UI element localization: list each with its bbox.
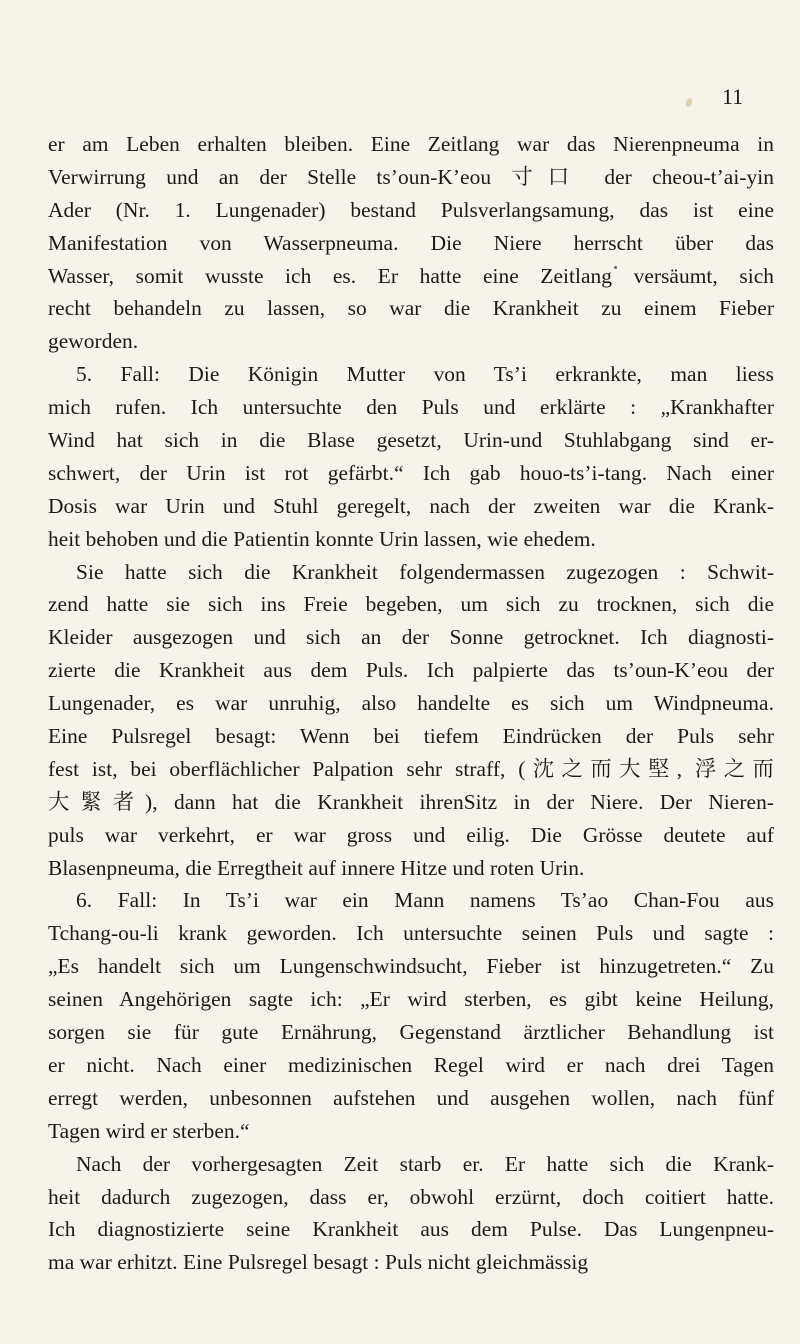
text-line: Ich diagnostizierte seine Krankheit aus dem Pulse. Das Lungenpneu- bbox=[48, 1217, 774, 1242]
text-line: 5. Fall: Die Königin Mutter von Ts’i erkrankte, man liess bbox=[76, 362, 774, 387]
text-line: geworden. bbox=[48, 329, 139, 354]
text-line: erregt werden, unbesonnen aufstehen und ausgehen wollen, nach fünf bbox=[48, 1085, 774, 1110]
text-line: Blasenpneuma, die Erregtheit auf innere Hitze und roten Urin. bbox=[48, 855, 585, 880]
text-line: Sie hatte sich die Krankheit folgendermassen zugezogen : Schwit- bbox=[76, 559, 774, 584]
text-line: 大緊者), dann hat die Krankheit ihrenSitz in der Niere. Der Nieren- bbox=[48, 789, 774, 814]
text-line: „Es handelt sich um Lungenschwindsucht, Fieber ist hinzugetreten.“ Zu bbox=[48, 954, 774, 979]
text-line: zend hatte sie sich ins Freie begeben, um sich zu trocknen, sich die bbox=[48, 592, 774, 617]
page-number: 11 bbox=[722, 84, 744, 109]
paper-stain bbox=[685, 97, 694, 108]
text-line: mich rufen. Ich untersuchte den Puls und erklärte : „Krankhafter bbox=[48, 395, 774, 420]
text-line: Dosis war Urin und Stuhl geregelt, nach der zweiten war die Krank- bbox=[48, 493, 774, 518]
text-line: schwert, der Urin ist rot gefärbt.“ Ich gab houo-ts’i-tang. Nach einer bbox=[48, 460, 774, 485]
body-text bbox=[48, 128, 774, 1279]
text-line: Nach der vorhergesagten Zeit starb er. Er hatte sich die Krank- bbox=[76, 1151, 774, 1176]
text-line: ma war erhitzt. Eine Pulsregel besagt : Puls nicht gleichmässig bbox=[48, 1250, 589, 1275]
text-line: er am Leben erhalten bleiben. Eine Zeitlang war das Nierenpneuma in bbox=[48, 132, 774, 156]
text-line: Lungenader, es war unruhig, also handelte es sich um Windpneuma. bbox=[48, 691, 774, 716]
text-line: sorgen sie für gute Ernährung, Gegenstand ärztlicher Behandlung ist bbox=[48, 1020, 774, 1045]
text-line: Wasser, somit wusste ich es. Er hatte eine Zeitlang versäumt, sich bbox=[48, 263, 774, 288]
text-line: seinen Angehörigen sagte ich: „Er wird sterben, es gibt keine Heilung, bbox=[48, 987, 774, 1012]
text-line: recht behandeln zu lassen, so war die Krankheit zu einem Fieber bbox=[48, 296, 774, 321]
text-line: Eine Pulsregel besagt: Wenn bei tiefem Eindrücken der Puls sehr bbox=[48, 724, 774, 749]
text-line: puls war verkehrt, er war gross und eilig. Die Grösse deutete auf bbox=[48, 822, 774, 847]
text-line: Verwirrung und an der Stelle ts’oun-K’eou 寸口 der cheou-t’ai-yin bbox=[48, 164, 774, 189]
text-line: Tagen wird er sterben.“ bbox=[48, 1118, 250, 1143]
text-line: Wind hat sich in die Blase gesetzt, Urin-und Stuhlabgang sind er- bbox=[48, 428, 774, 453]
text-line: heit dadurch zugezogen, dass er, obwohl erzürnt, doch coitiert hatte. bbox=[48, 1184, 774, 1209]
text-line: heit behoben und die Patientin konnte Urin lassen, wie ehedem. bbox=[48, 526, 596, 551]
text-line: Tchang-ou-li krank geworden. Ich untersuchte seinen Puls und sagte : bbox=[48, 921, 774, 946]
text-line: zierte die Krankheit aus dem Puls. Ich palpierte das ts’oun-K’eou der bbox=[48, 658, 774, 683]
text-line: 6. Fall: In Ts’i war ein Mann namens Ts’ao Chan-Fou aus bbox=[76, 888, 774, 913]
text-line: fest ist, bei oberflächlicher Palpation sehr straff, (沈之而大堅, 浮之而 bbox=[48, 756, 774, 781]
text-line: Kleider ausgezogen und sich an der Sonne getrocknet. Ich diagnosti- bbox=[48, 625, 774, 650]
text-line: Ader (Nr. 1. Lungenader) bestand Pulsverlangsamung, das ist eine bbox=[48, 197, 774, 222]
text-line: er nicht. Nach einer medizinischen Regel wird er nach drei Tagen bbox=[48, 1052, 774, 1077]
text-line: Manifestation von Wasserpneuma. Die Niere herrscht über das bbox=[48, 230, 774, 255]
